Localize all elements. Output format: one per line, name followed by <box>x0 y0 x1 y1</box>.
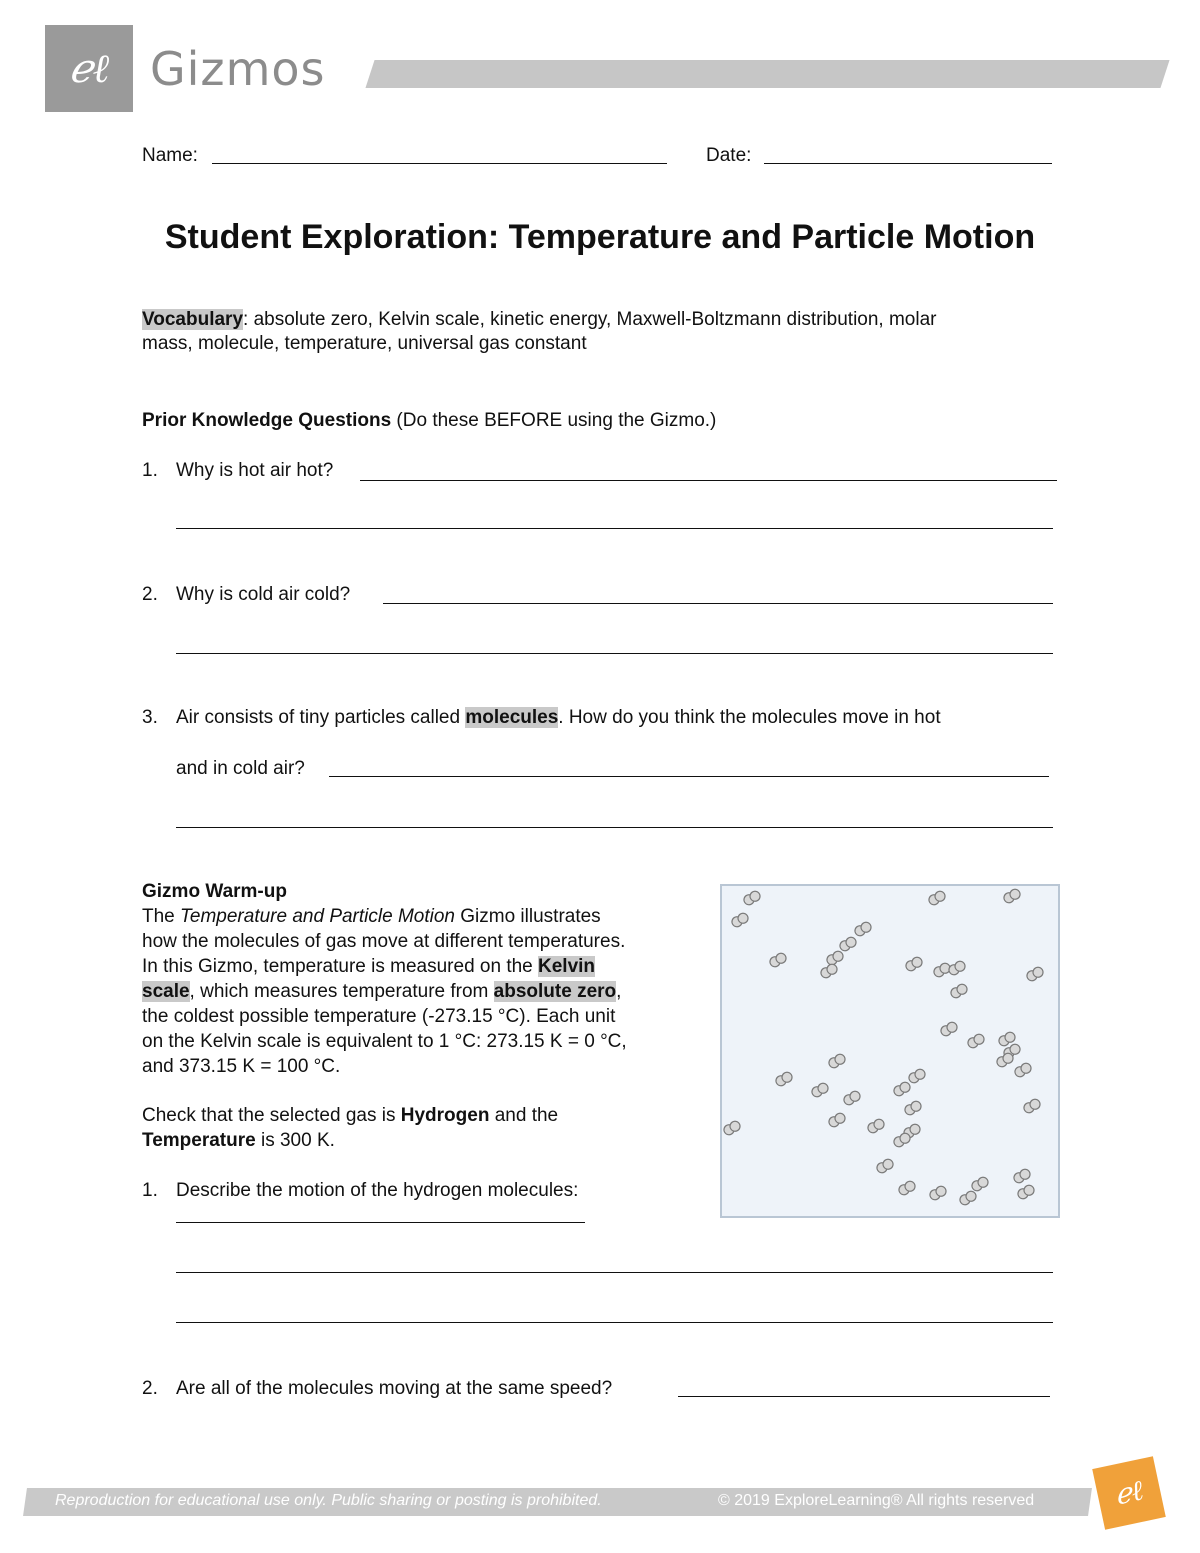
warmup-q2-answer-line[interactable] <box>678 1396 1050 1397</box>
hydrogen-molecule <box>742 889 762 906</box>
name-field[interactable] <box>212 163 667 164</box>
warmup-check-line-1: Check that the selected gas is Hydrogen and the <box>142 1105 559 1126</box>
warmup-q1-answer-line-3[interactable] <box>176 1322 1053 1323</box>
warmup-heading: Gizmo Warm-up <box>142 881 287 902</box>
date-field[interactable] <box>764 163 1052 164</box>
hydrogen-molecule <box>875 1157 895 1174</box>
prior-q2-answer-line-2[interactable] <box>176 653 1053 654</box>
hydrogen-molecule <box>970 1175 990 1192</box>
prior-q1-answer-line[interactable] <box>360 480 1057 481</box>
hydrogen-molecule <box>966 1032 986 1049</box>
hydrogen-molecule <box>842 1089 862 1106</box>
hydrogen-molecule <box>1025 965 1045 982</box>
prior-q1-answer-line-2[interactable] <box>176 528 1053 529</box>
hydrogen-molecule <box>958 1189 978 1206</box>
warmup-q1-number: 1. <box>142 1180 158 1201</box>
warmup-line-7: and 373.15 K = 100 °C. <box>142 1056 341 1077</box>
hydrogen-molecule <box>827 1052 847 1069</box>
hydrogen-molecule <box>1013 1061 1033 1078</box>
hydrogen-molecule <box>730 911 750 928</box>
footer-copyright: © 2019 ExploreLearning® All rights reserved <box>718 1492 1035 1509</box>
prior-q2-number: 2. <box>142 584 158 605</box>
molecule-field <box>722 886 1058 1216</box>
hydrogen-molecule <box>819 962 839 979</box>
hydrogen-molecule <box>947 959 967 976</box>
header-bar <box>365 60 1169 88</box>
hydrogen-molecule <box>1002 887 1022 904</box>
vocabulary-label: Vocabulary <box>142 309 244 330</box>
warmup-q2-number: 2. <box>142 1378 158 1399</box>
absolute-zero-term: absolute zero <box>493 981 617 1002</box>
warmup-line-3: In this Gizmo, temperature is measured on the Kelvin <box>142 956 596 977</box>
warmup-q1-answer-line[interactable] <box>176 1222 585 1223</box>
warmup-q1-answer-line-2[interactable] <box>176 1272 1053 1273</box>
prior-q3-answer-line[interactable] <box>329 776 1049 777</box>
warmup-line-6: on the Kelvin scale is equivalent to 1 °C: 273.15 K = 0 °C, <box>142 1031 627 1052</box>
prior-q3-number: 3. <box>142 707 158 728</box>
hydrogen-molecule <box>903 1099 923 1116</box>
explorelearning-footer-logo: ℯℓ <box>1092 1456 1166 1530</box>
gizmos-brand: Gizmos <box>150 42 326 96</box>
warmup-q1-text: Describe the motion of the hydrogen molecules: <box>176 1180 579 1201</box>
warmup-line-1: The Temperature and Particle Motion Gizmo illustrates <box>142 906 601 927</box>
explorelearning-logo: ℯℓ <box>45 25 133 112</box>
hydrogen-molecule <box>1012 1167 1032 1184</box>
warmup-check-line-2: Temperature is 300 K. <box>142 1130 335 1151</box>
warmup-line-4: scale, which measures temperature from absolute zero, <box>142 981 622 1002</box>
gas-simulation-image <box>720 884 1060 1218</box>
prior-q1-text: Why is hot air hot? <box>176 460 334 481</box>
hydrogen-molecule <box>768 951 788 968</box>
hydrogen-molecule <box>949 982 969 999</box>
hydrogen-molecule <box>928 1184 948 1201</box>
kelvin-term: Kelvin <box>538 956 596 977</box>
name-label: Name: <box>142 145 198 166</box>
molecules-term: molecules <box>465 707 559 728</box>
page-title: Student Exploration: Temperature and Particle Motion <box>164 218 1036 256</box>
prior-q3-answer-line-2[interactable] <box>176 827 1053 828</box>
hydrogen-molecule <box>827 1111 847 1128</box>
hydrogen-molecule <box>1022 1097 1042 1114</box>
hydrogen-molecule <box>904 955 924 972</box>
vocabulary-line-1: Vocabulary: absolute zero, Kelvin scale, kinetic energy, Maxwell-Boltzmann distribution, molar <box>142 309 937 330</box>
hydrogen-molecule <box>866 1117 886 1134</box>
warmup-line-2: how the molecules of gas move at different temperatures. <box>142 931 626 952</box>
hydrogen-molecule <box>825 949 845 966</box>
hydrogen-molecule <box>892 1080 912 1097</box>
footer-disclaimer: Reproduction for educational use only. Public sharing or posting is prohibited. <box>55 1492 602 1509</box>
scale-term: scale <box>142 981 190 1002</box>
date-label: Date: <box>706 145 752 166</box>
prior-q1-number: 1. <box>142 460 158 481</box>
hydrogen-molecule <box>838 935 858 952</box>
prior-q2-text: Why is cold air cold? <box>176 584 351 605</box>
hydrogen-molecule <box>774 1070 794 1087</box>
warmup-q2-text: Are all of the molecules moving at the same speed? <box>176 1378 613 1399</box>
hydrogen-molecule <box>897 1179 917 1196</box>
prior-q3-text-2: and in cold air? <box>176 758 305 779</box>
hydrogen-molecule <box>853 920 873 937</box>
hydrogen-molecule <box>939 1020 959 1037</box>
hydrogen-molecule <box>927 889 947 906</box>
prior-q2-answer-line[interactable] <box>383 603 1053 604</box>
prior-q3-text: Air consists of tiny particles called molecules. How do you think the molecules move in hot <box>176 707 941 728</box>
warmup-line-5: the coldest possible temperature (-273.15 °C). Each unit <box>142 1006 616 1027</box>
hydrogen-molecule <box>810 1081 830 1098</box>
hydrogen-molecule <box>907 1067 927 1084</box>
hydrogen-molecule <box>722 1119 742 1136</box>
hydrogen-molecule <box>1016 1183 1036 1200</box>
prior-knowledge-heading: Prior Knowledge Questions (Do these BEFORE using the Gizmo.) <box>142 410 717 431</box>
vocabulary-line-2: mass, molecule, temperature, universal gas constant <box>142 333 587 354</box>
